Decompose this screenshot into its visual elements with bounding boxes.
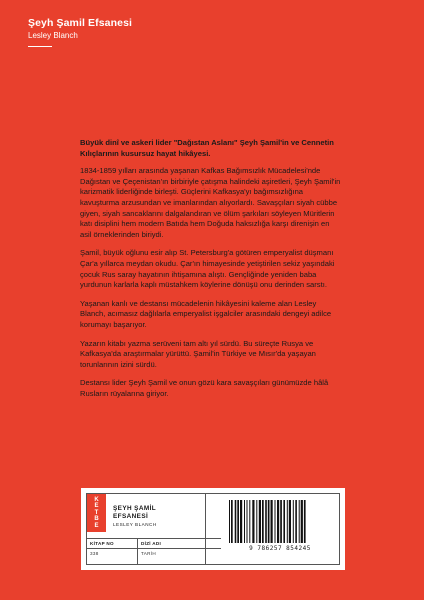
card-divider-vertical [137,538,138,564]
barcode-bar [240,500,242,543]
barcode-bar [231,500,233,543]
header-book-title: Şeyh Şamil Efsanesi [28,17,133,29]
header-author: Lesley Blanch [28,31,78,40]
barcode-bar [249,500,250,543]
barcode-bar [299,500,300,543]
card-divider-horizontal [87,538,221,539]
barcode-bar [244,500,245,543]
logo-letter: E [94,522,99,529]
logo-letter: B [94,516,99,523]
barcode-bar [268,500,270,543]
barcode-bar [271,500,273,543]
barcode-bar [283,500,285,543]
publisher-info-card [81,488,345,570]
barcode [225,498,335,545]
blurb-paragraph: Şamil, büyük oğlunu esir alıp St. Petersburg'a götüren emperyalist düşmanı Çar'a yıllarca meydan okudu. Çar'ın himayesinde yetiştirilen sekiz yaşındaki çocuk Rus saray hayatının ihtişamına alıştı. Gençliğinde yeniden baba yurdunun karlarla kaplı müstahkem köylerine dönüşü onu derinden sarstı. [80,248,335,290]
blurb-paragraph: Yazarın kitabı yazma serüveni tam altı yıl sürdü. Bu süreçte Rusya ve Kafkasya'da araştırmalar yürüttü. Şamil'in Türkiye ve Mısır'da yaşayan torunlarının izini sürdü. [80,338,316,369]
barcode-bar [301,500,303,543]
dizi-adi-value: TARİH [141,551,156,556]
card-title-line: ŞEYH ŞAMİL [113,505,157,512]
barcode-bar [280,500,282,543]
barcode-bar [252,500,254,543]
isbn-number: 9 786257 854245 [249,545,311,552]
barcode-bar [295,500,297,543]
barcode-bar [304,500,306,543]
barcode-bar [277,500,279,543]
barcode-bar [256,500,257,543]
dizi-adi-label: DİZİ ADI [141,541,162,546]
card-divider-vertical [205,494,206,564]
barcode-bar [229,500,230,543]
back-cover-blurb [80,138,342,407]
card-title-line: EFSANESİ [113,512,149,520]
blurb-lead: Büyük dinî ve askeri lider "Dağıstan Aslanı" Şeyh Şamil'in ve Cennetin Kılıçlarının kusursuz hayat hikâyesi. [80,138,334,158]
barcode-bar [275,500,276,543]
blurb-paragraph: Destansı lider Şeyh Şamil ve onun gözü kara savaşçıları günümüzde hâlâ Rusların rüyalarına giriyor. [80,378,329,398]
header-divider [28,46,52,47]
logo-letter: E [94,503,99,510]
logo-letter: T [94,509,99,516]
blurb-paragraph: Yaşanan kanlı ve destansı mücadelenin hikâyesini kaleme alan Lesley Blanch, acımasız dağlılarla emperyalist işgalciler arasındaki dengeyi adilce korumayı başarıyor. [80,298,332,329]
kitap-no-value: 338 [90,551,99,556]
barcode-bar [235,500,237,543]
barcode-bar [293,500,294,543]
card-frame [86,493,340,565]
barcode-bar [247,500,248,543]
logo-letter: K [94,496,99,503]
card-divider-horizontal [87,548,221,549]
kitap-no-label: KİTAP NO [90,541,114,546]
barcode-bar [265,500,267,543]
barcode-bar [289,500,291,543]
barcode-bar [287,500,288,543]
blurb-paragraph: 1834-1859 yılları arasında yaşanan Kafkas Bağımsızlık Mücadelesi'nde Dağıstan ve Çeçenistan'ın birbiriyle çatışma halindeki aşiretleri, Şeyh Şamil'in karizmatik liderliğinde birleşti. Güçlerini Kafkasya'yı bağımsızlığına kavuşturma arzusundan ve imanlarından alıyorlardı. Savaşçıları siyah cübbe giyen, siyah sancaklarını dalgalandıran ve ölüm şarkıları söyleyen Müritlerin katı disiplini hem modern Batıda hem Doğuda haksızlığa karşı direnişin en asil örneklerinden biriydi. [80,166,341,239]
barcode-bar [262,500,264,543]
publisher-logo [87,494,106,532]
barcode-bar [259,500,261,543]
card-author: LESLEY BLANCH [113,522,157,527]
barcode-bar [237,500,239,543]
card-book-title [113,505,193,520]
